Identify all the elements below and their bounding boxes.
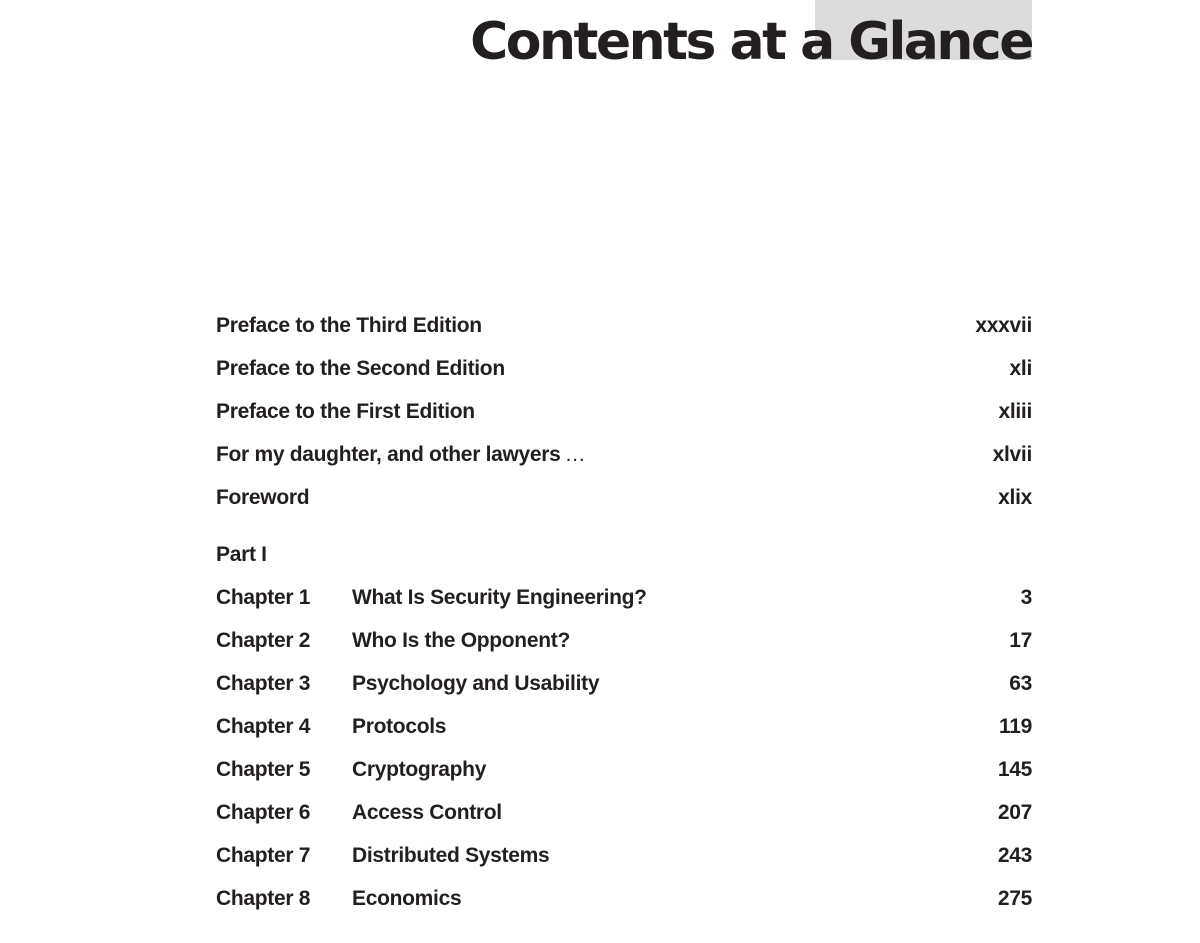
toc-chapter-3[interactable] xyxy=(216,662,1032,705)
chapter-title: Economics xyxy=(352,887,462,910)
toc-chapter-2[interactable] xyxy=(216,619,1032,662)
chapter-page: 145 xyxy=(997,758,1032,781)
toc-chapter-7[interactable] xyxy=(216,834,1032,877)
toc-entry-dedication[interactable] xyxy=(216,433,1032,476)
chapter-page: 207 xyxy=(997,801,1032,824)
chapter-number: Chapter 7 xyxy=(216,844,311,867)
chapter-number: Chapter 6 xyxy=(216,801,311,824)
toc-entry-ellipsis: … xyxy=(564,443,586,466)
chapter-number: Chapter 1 xyxy=(216,586,311,609)
chapter-title: Distributed Systems xyxy=(352,844,550,867)
toc-entry-preface-second-edition[interactable] xyxy=(216,347,1032,390)
toc-entry-preface-third-edition[interactable] xyxy=(216,304,1032,347)
toc-entry-page: xlix xyxy=(998,486,1032,509)
toc-entry-page: xli xyxy=(1009,357,1032,380)
table-of-contents xyxy=(216,304,1032,920)
part-heading[interactable]: Part I xyxy=(216,543,267,566)
toc-entry-label: Preface to the Second Edition xyxy=(216,357,505,380)
chapter-title: Cryptography xyxy=(352,758,487,781)
chapter-page: 3 xyxy=(1020,586,1032,609)
toc-chapter-8[interactable] xyxy=(216,877,1032,920)
chapter-page: 275 xyxy=(997,887,1032,910)
chapter-title: Psychology and Usability xyxy=(352,672,600,695)
chapter-title: Protocols xyxy=(352,715,447,738)
chapter-title: What Is Security Engineering? xyxy=(352,586,647,609)
toc-entry-page: xliii xyxy=(998,400,1032,423)
toc-entry-page: xxxvii xyxy=(975,314,1032,337)
chapter-number: Chapter 2 xyxy=(216,629,311,652)
chapter-number: Chapter 5 xyxy=(216,758,311,781)
toc-chapter-4[interactable] xyxy=(216,705,1032,748)
toc-chapter-1[interactable] xyxy=(216,576,1032,619)
chapter-title: Who Is the Opponent? xyxy=(352,629,570,652)
chapter-number: Chapter 4 xyxy=(216,715,311,738)
chapter-page: 17 xyxy=(1009,629,1032,652)
toc-entry-preface-first-edition[interactable] xyxy=(216,390,1032,433)
toc-entry-page: xlvii xyxy=(992,443,1032,466)
chapter-page: 63 xyxy=(1009,672,1032,695)
toc-entry-label: Preface to the Third Edition xyxy=(216,314,482,337)
toc-chapter-6[interactable] xyxy=(216,791,1032,834)
toc-entry-label: For my daughter, and other lawyers xyxy=(216,443,561,466)
chapter-page: 243 xyxy=(997,844,1032,867)
toc-entry-label: Preface to the First Edition xyxy=(216,400,475,423)
chapter-number: Chapter 8 xyxy=(216,887,311,910)
toc-entry-label: Foreword xyxy=(216,486,310,509)
chapter-title: Access Control xyxy=(352,801,502,824)
chapter-page: 119 xyxy=(999,715,1032,738)
page-title: Contents at a Glance xyxy=(470,12,1032,72)
toc-chapter-5[interactable] xyxy=(216,748,1032,791)
toc-entry-label-group xyxy=(216,433,585,476)
chapter-number: Chapter 3 xyxy=(216,672,311,695)
toc-entry-foreword[interactable] xyxy=(216,476,1032,519)
